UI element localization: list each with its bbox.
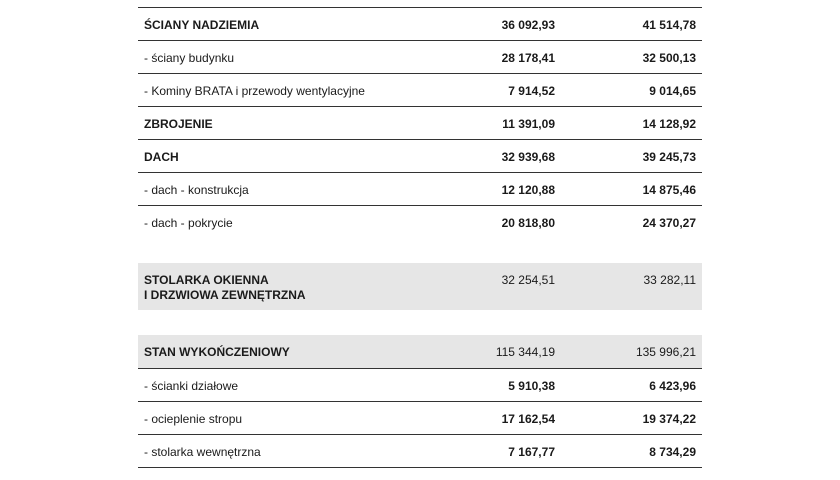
value-col1: 7 167,77 — [508, 445, 555, 459]
value-col2: 135 996,21 — [635, 345, 696, 359]
value-col1: 36 092,93 — [501, 18, 555, 32]
row-label: DACH — [144, 150, 179, 164]
value-col1: 7 914,52 — [508, 84, 555, 98]
table-row — [138, 435, 702, 468]
table-row — [138, 369, 702, 402]
value-col1: 28 178,41 — [501, 51, 555, 65]
value-col2: 8 734,29 — [649, 445, 696, 459]
row-label-line2: I DRZWIOWA ZEWNĘTRZNA — [144, 288, 306, 302]
table-row — [138, 41, 702, 74]
table-row — [138, 206, 702, 238]
value-col1: 32 254,51 — [501, 273, 555, 287]
cost-table — [138, 7, 702, 468]
value-col2: 24 370,27 — [642, 216, 696, 230]
row-label — [144, 273, 404, 303]
value-col2: 32 500,13 — [642, 51, 696, 65]
row-label: ZBROJENIE — [144, 117, 213, 131]
row-label: - dach - pokrycie — [144, 216, 233, 230]
value-col2: 14 875,46 — [642, 183, 696, 197]
value-col2: 9 014,65 — [649, 84, 696, 98]
value-col2: 19 374,22 — [642, 412, 696, 426]
table-row — [138, 173, 702, 206]
value-col1: 115 344,19 — [495, 345, 555, 359]
value-col1: 5 910,38 — [508, 379, 555, 393]
value-col2: 39 245,73 — [642, 150, 696, 164]
value-col1: 32 939,68 — [501, 150, 555, 164]
spacer — [138, 238, 702, 263]
table-row-stolarka — [138, 263, 702, 310]
value-col1: 12 120,88 — [501, 183, 555, 197]
table-row — [138, 107, 702, 140]
row-label: - ścianki działowe — [144, 379, 239, 393]
table-row — [138, 402, 702, 435]
table-row-stan — [138, 335, 702, 369]
value-col2: 14 128,92 — [642, 117, 696, 131]
row-label: - ściany budynku — [144, 51, 235, 65]
value-col2: 6 423,96 — [649, 379, 696, 393]
value-col1: 11 391,09 — [502, 117, 555, 131]
table-row — [138, 140, 702, 173]
row-label: ŚCIANY NADZIEMIA — [144, 18, 260, 32]
row-label-line1: STOLARKA OKIENNA — [144, 273, 269, 287]
row-label: STAN WYKOŃCZENIOWY — [144, 345, 290, 359]
row-label: - Kominy BRATA i przewody wentylacyjne — [144, 84, 365, 98]
spacer — [138, 310, 702, 335]
row-label: - dach - konstrukcja — [144, 183, 249, 197]
table-row — [138, 8, 702, 41]
table-row — [138, 74, 702, 107]
value-col1: 17 162,54 — [501, 412, 555, 426]
value-col1: 20 818,80 — [501, 216, 555, 230]
row-label: - ocieplenie stropu — [144, 412, 243, 426]
row-label: - stolarka wewnętrzna — [144, 445, 261, 459]
value-col2: 33 282,11 — [643, 273, 696, 287]
value-col2: 41 514,78 — [642, 18, 696, 32]
